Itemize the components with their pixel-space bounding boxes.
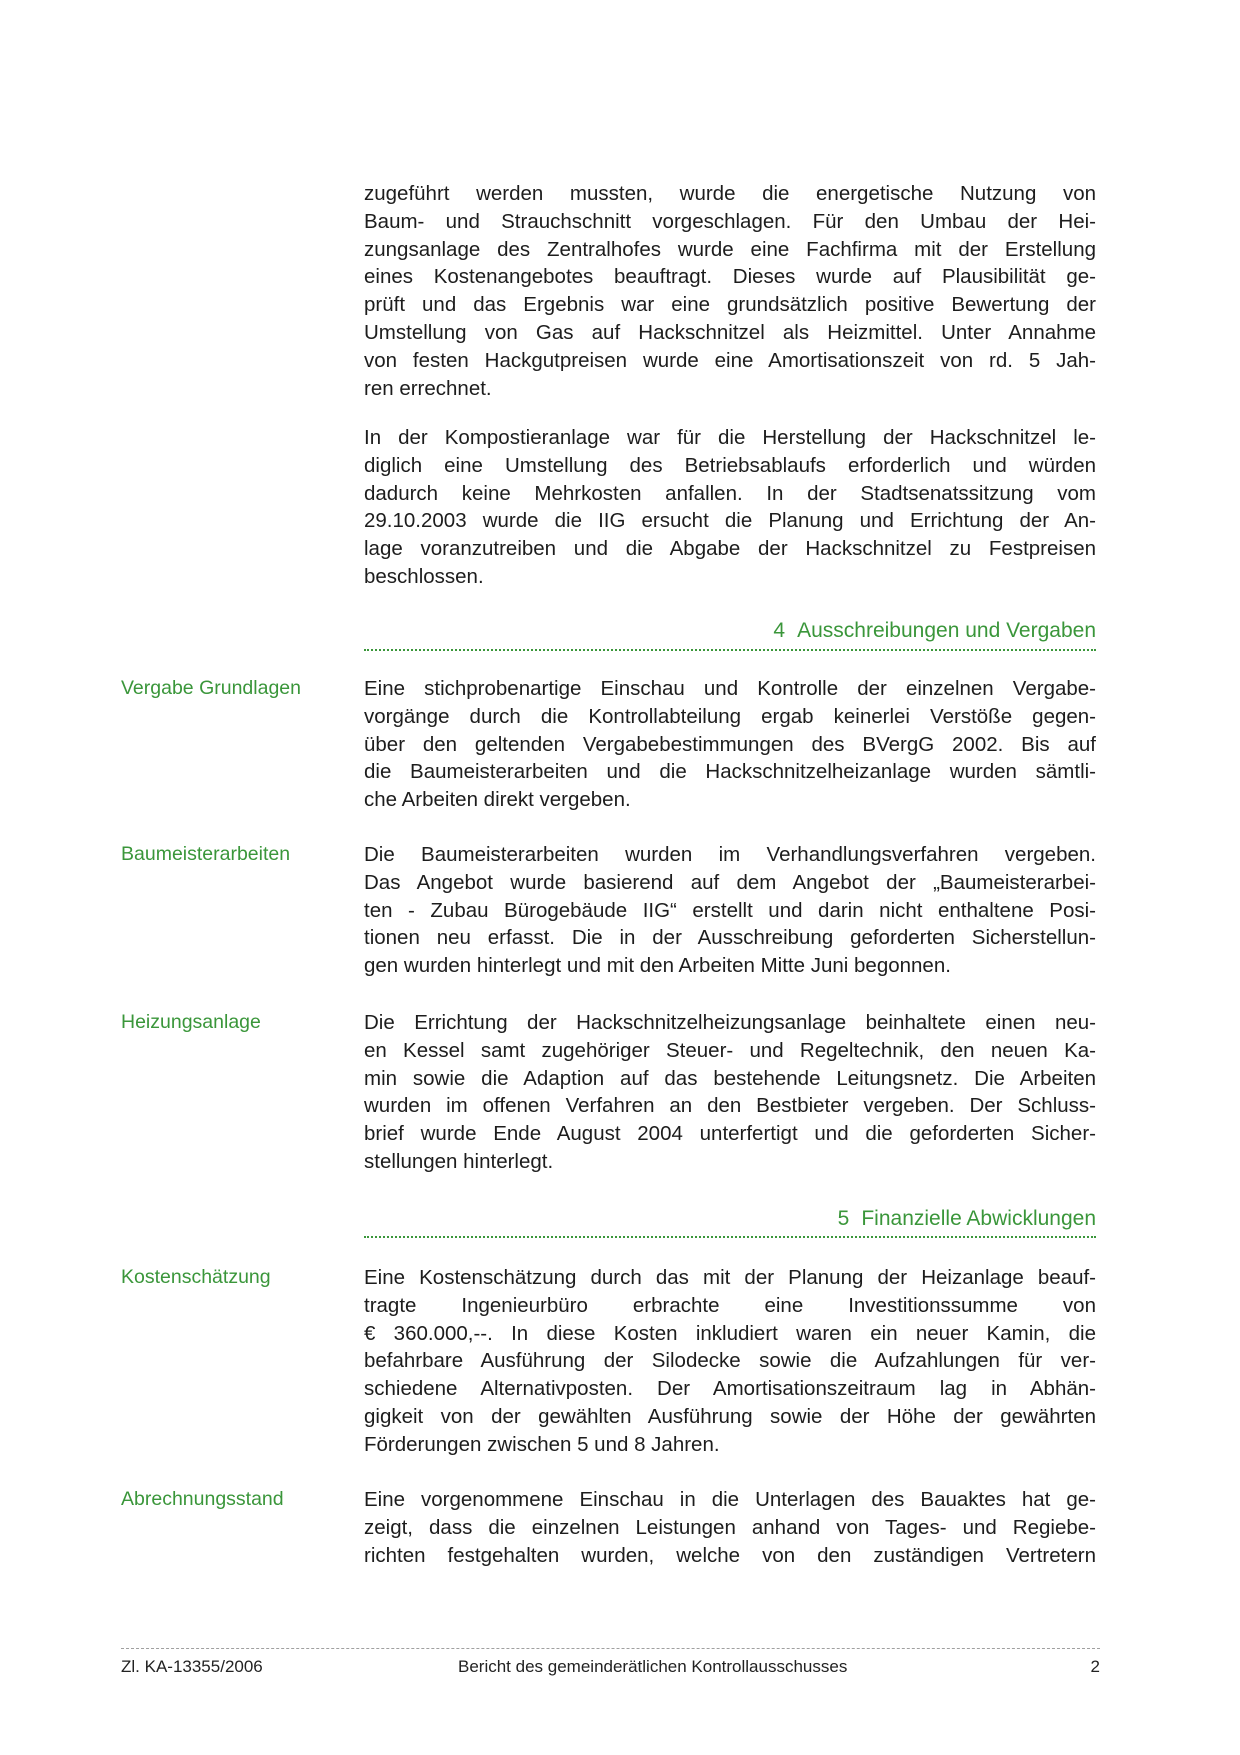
- intro-paragraph-2: [364, 424, 1096, 591]
- intro-paragraph-1: [364, 180, 1096, 402]
- text-line: ren errechnet.: [364, 376, 492, 400]
- section-title: Finanzielle Abwicklungen: [861, 1207, 1096, 1230]
- margin-label-vergabe-grundlagen: Vergabe Grundlagen: [121, 677, 301, 699]
- text-line: befahrbare Ausführung der Silodecke sowie die Aufzahlungen für ver-: [364, 1349, 1096, 1373]
- text-line: wurden im offenen Verfahren an den Bestbieter vergeben. Der Schluss-: [364, 1094, 1096, 1118]
- text-line: brief wurde Ende August 2004 unterfertigt und die geforderten Sicher-: [364, 1122, 1096, 1146]
- text-line: en Kessel samt zugehöriger Steuer- und Regeltechnik, den neuen Ka-: [364, 1038, 1096, 1062]
- text-line: 29.10.2003 wurde die IIG ersucht die Planung und Errichtung der An-: [364, 509, 1096, 533]
- text-line: zugeführt werden mussten, wurde die energetische Nutzung von: [364, 182, 1096, 205]
- text-line: Eine Kostenschätzung durch das mit der Planung der Heizanlage beauf-: [364, 1266, 1096, 1289]
- paragraph-baumeisterarbeiten: [364, 841, 1096, 980]
- text-line: diglich eine Umstellung des Betriebsablaufs erforderlich und würden: [364, 453, 1096, 477]
- text-line: schiedene Alternativposten. Der Amortisationszeitraum lag in Abhän-: [364, 1377, 1096, 1401]
- text-line: tragte Ingenieurbüro erbrachte eine Investitionssumme von: [364, 1293, 1096, 1317]
- paragraph-heizungsanlage: [364, 1009, 1096, 1176]
- margin-label-heizungsanlage: Heizungsanlage: [121, 1011, 261, 1033]
- footer-reference: Zl. KA-13355/2006: [121, 1657, 263, 1676]
- text-line: che Arbeiten direkt vergeben.: [364, 788, 631, 812]
- margin-label-kostenschaetzung: Kostenschätzung: [121, 1266, 271, 1288]
- text-line: vorgänge durch die Kontrollabteilung ergab keinerlei Verstöße gegen-: [364, 704, 1096, 728]
- paragraph-abrechnungsstand: [364, 1486, 1096, 1569]
- text-line: über den geltenden Vergabebestimmungen des BVergG 2002. Bis auf: [364, 732, 1096, 756]
- text-line: Die Errichtung der Hackschnitzelheizungsanlage beinhaltete einen neu-: [364, 1011, 1096, 1034]
- text-line: Baum- und Strauchschnitt vorgeschlagen. Für den Umbau der Hei-: [364, 209, 1096, 233]
- section-heading-4: [364, 617, 1096, 645]
- page-number: 2: [1090, 1657, 1100, 1676]
- text-line: richten festgehalten wurden, welche von den zuständigen Vertretern: [364, 1543, 1096, 1567]
- text-line: tionen neu erfasst. Die in der Ausschreibung geforderten Sicherstellun-: [364, 926, 1096, 950]
- margin-label-abrechnungsstand: Abrechnungsstand: [121, 1488, 284, 1510]
- text-line: Förderungen zwischen 5 und 8 Jahren.: [364, 1432, 720, 1456]
- paragraph-vergabe-grundlagen: [364, 675, 1096, 814]
- text-line: gen wurden hinterlegt und mit den Arbeiten Mitte Juni begonnen.: [364, 954, 951, 978]
- text-line: zeigt, dass die einzelnen Leistungen anhand von Tages- und Regiebe-: [364, 1515, 1096, 1539]
- text-line: dadurch keine Mehrkosten anfallen. In der Stadtsenatssitzung vom: [364, 481, 1096, 505]
- text-line: prüft und das Ergebnis war eine grundsätzlich positive Bewertung der: [364, 293, 1096, 317]
- text-line: beschlossen.: [364, 564, 484, 588]
- section-divider-dotted: [364, 649, 1096, 651]
- footer-title: Bericht des gemeinderätlichen Kontrollausschusses: [458, 1657, 848, 1676]
- page-footer: [121, 1655, 1100, 1679]
- text-line: eines Kostenangebotes beauftragt. Dieses wurde auf Plausibilität ge-: [364, 265, 1096, 289]
- text-line: zungsanlage des Zentralhofes wurde eine Fachfirma mit der Erstellung: [364, 237, 1096, 261]
- text-line: gigkeit von der gewählten Ausführung sowie der Höhe der gewährten: [364, 1404, 1096, 1428]
- text-line: In der Kompostieranlage war für die Herstellung der Hackschnitzel le-: [364, 426, 1096, 449]
- section-heading-5: [364, 1205, 1096, 1233]
- text-line: € 360.000,--. In diese Kosten inkludiert waren ein neuer Kamin, die: [364, 1321, 1096, 1345]
- footer-divider-dashed: [121, 1648, 1100, 1649]
- text-line: Die Baumeisterarbeiten wurden im Verhandlungsverfahren vergeben.: [364, 843, 1096, 866]
- section-number: 4: [773, 619, 786, 642]
- text-line: ten - Zubau Bürogebäude IIG“ erstellt und darin nicht enthaltene Posi-: [364, 898, 1096, 922]
- section-title: Ausschreibungen und Vergaben: [797, 619, 1096, 642]
- section-number: 5: [837, 1207, 850, 1230]
- text-line: Umstellung von Gas auf Hackschnitzel als Heizmittel. Unter Annahme: [364, 320, 1096, 344]
- text-line: von festen Hackgutpreisen wurde eine Amortisationszeit von rd. 5 Jah-: [364, 348, 1096, 372]
- text-line: die Baumeisterarbeiten und die Hackschnitzelheizanlage wurden sämtli-: [364, 760, 1096, 784]
- text-line: min sowie die Adaption auf das bestehende Leitungsnetz. Die Arbeiten: [364, 1066, 1096, 1090]
- text-line: Eine vorgenommene Einschau in die Unterlagen des Bauaktes hat ge-: [364, 1488, 1096, 1511]
- paragraph-kostenschaetzung: [364, 1264, 1096, 1459]
- text-line: stellungen hinterlegt.: [364, 1149, 554, 1173]
- text-line: lage voranzutreiben und die Abgabe der Hackschnitzel zu Festpreisen: [364, 537, 1096, 561]
- section-divider-dotted: [364, 1236, 1096, 1238]
- text-line: Eine stichprobenartige Einschau und Kontrolle der einzelnen Vergabe-: [364, 677, 1096, 700]
- text-line: Das Angebot wurde basierend auf dem Angebot der „Baumeisterarbei-: [364, 870, 1096, 894]
- margin-label-baumeisterarbeiten: Baumeisterarbeiten: [121, 843, 291, 865]
